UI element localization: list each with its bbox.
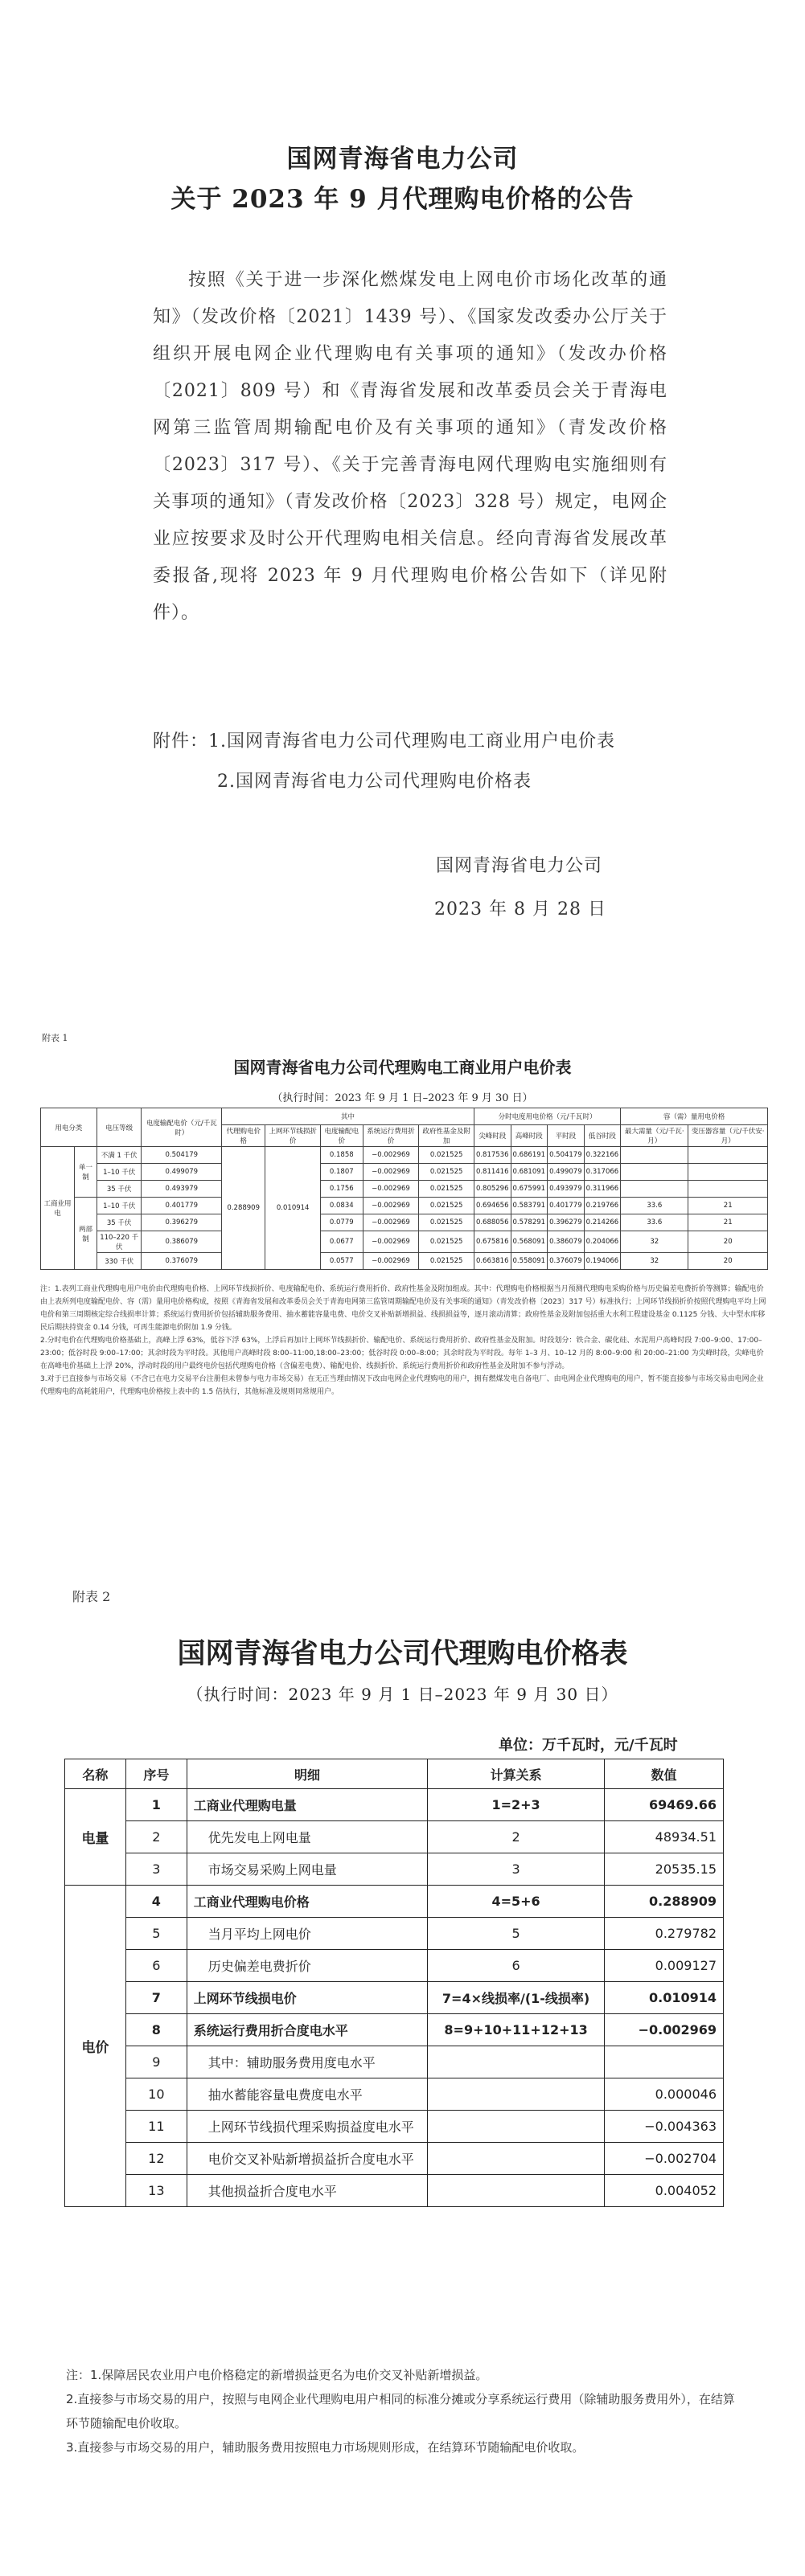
table-row: [41, 1214, 768, 1231]
seq-cell: 3: [125, 1853, 187, 1886]
peak-cell: 0.817536: [474, 1147, 511, 1164]
flat-cell: 0.493979: [548, 1181, 585, 1198]
annex2-note: 2.直接参与市场交易的用户，按照与电网企业代理购电用户相同的标准分摊或分享系统运行费用（除辅助服务费用外），在结算环节随输配电价收取。: [66, 2392, 735, 2431]
header-of: 其中: [222, 1108, 474, 1125]
value-cell: 0.279782: [605, 1918, 724, 1950]
calc-cell: 5: [428, 1918, 605, 1950]
high-cell: 0.558091: [511, 1253, 548, 1270]
value-cell: 0.004052: [605, 2175, 724, 2207]
annex1-period: （执行时间：2023 年 9 月 1 日–2023 年 9 月 30 日）: [272, 1092, 533, 1104]
table-row: [65, 1853, 724, 1886]
sys-cell: −0.002969: [363, 1214, 419, 1231]
low-cell: 0.204066: [584, 1231, 621, 1253]
agent-price-cell: 0.288909: [222, 1147, 265, 1270]
category-cell: 工商业用电: [41, 1147, 75, 1270]
annex2-period: （执行时间：2023 年 9 月 1 日–2023 年 9 月 30 日）: [187, 1685, 618, 1704]
attachment-2: 2.国网青海省电力公司代理购电价格表: [217, 772, 532, 792]
total-cell: 0.499079: [142, 1164, 222, 1181]
seq-cell: 10: [125, 2078, 187, 2111]
voltage-cell: 不满 1 千伏: [97, 1147, 142, 1164]
table-row: [65, 1950, 724, 1982]
value-cell: 0.000046: [605, 2078, 724, 2111]
fund-cell: 0.021525: [419, 1147, 474, 1164]
header-max-demand: 最大需量（元/千瓦·月）: [621, 1125, 688, 1147]
header-low: 低谷时段: [584, 1125, 621, 1147]
header-high: 高峰时段: [511, 1125, 548, 1147]
header-category: 用电分类: [41, 1108, 97, 1147]
header-voltage: 电压等级: [97, 1108, 142, 1147]
calc-cell: [428, 2111, 605, 2143]
low-cell: 0.311966: [584, 1181, 621, 1198]
single-system-cell: 单一制: [75, 1147, 97, 1198]
category-price: 电价: [65, 1886, 126, 2207]
table-row: [65, 2014, 724, 2046]
fund-cell: 0.021525: [419, 1253, 474, 1270]
notice-body: 按照《关于进一步深化燃煤发电上网电价市场化改革的通知》（发改价格〔2021〕1439 号）、《国家发改委办公厅关于组织开展电网企业代理购电有关事项的通知》（发改办价格〔2021〕809 号）和《青海省发展和改革委员会关于青海电网第三监管周期输配电价及有关事项的通知》（青发改价格〔2023〕317 号）、《关于完善青海电网代理购电实施细则有关事项的通知》（青发改价格〔2023〕328 号）规定，电网企业应按要求及时公开代理购电相关信息。经向青海省发展改革委报备,现将 2023 年 9 月代理购电价格公告如下（详见附件）。: [153, 270, 667, 623]
cap-cell: 21: [688, 1198, 768, 1214]
table-row: [41, 1181, 768, 1198]
seq-cell: 7: [125, 1982, 187, 2014]
trans-cell: 0.1756: [320, 1181, 363, 1198]
voltage-cell: 110–220 千伏: [97, 1231, 142, 1253]
header-seq: 序号: [125, 1759, 187, 1789]
annex1-note: 3.对于已直接参与市场交易（不含已在电力交易平台注册但未曾参与电力市场交易）在无正当理由情况下改由电网企业代理购电的用户，拥有燃煤发电自备电厂、由电网企业代理购电的用户，暂不能直接参与市场交易由电网企业代理购电的高耗能用户，代理购电价格按上表中的 1.5 倍执行，其他标准及规则同常规用户。: [40, 1375, 764, 1396]
category-power: 电量: [65, 1789, 126, 1886]
voltage-cell: 330 千伏: [97, 1253, 142, 1270]
sys-cell: −0.002969: [363, 1231, 419, 1253]
value-cell: [605, 2046, 724, 2078]
flat-cell: 0.499079: [548, 1164, 585, 1181]
sys-cell: −0.002969: [363, 1164, 419, 1181]
flat-cell: 0.376079: [548, 1253, 585, 1270]
seq-cell: 4: [125, 1886, 187, 1918]
trans-cell: 0.0779: [320, 1214, 363, 1231]
flat-cell: 0.401779: [548, 1198, 585, 1214]
seq-cell: 9: [125, 2046, 187, 2078]
voltage-cell: 1–10 千伏: [97, 1198, 142, 1214]
header-agent-price: 代理购电价格: [222, 1125, 265, 1147]
fund-cell: 0.021525: [419, 1164, 474, 1181]
table-row: [41, 1231, 768, 1253]
attachment-1: 附件：1.国网青海省电力公司代理购电工商业用户电价表: [153, 731, 615, 752]
sys-cell: −0.002969: [363, 1147, 419, 1164]
value-cell: 0.009127: [605, 1950, 724, 1982]
peak-cell: 0.694656: [474, 1198, 511, 1214]
annex1-note: 注：1.表列工商业代理购电用户电价由代理购电价格、上网环节线损折价、电度输配电价、系统运行费用折价、政府性基金及附加组成。其中：代理购电价格根据当月预测代理购电采购价格与历史偏差电费折价等测算；输配电价由上表所列电度输配电价、容（需）量用电价格构成，按照《青海省发展和改革委员会关于青海电网第三监管周期输配电价及有关事项的通知》（青发改价格〔2023〕317 号）标准执行；上网环节线损折价按照代理购电平均上网电价和第三周期核定综合线损率计算；系统运行费用折价包括辅助服务费用、抽水蓄能容量电费、电价交叉补贴新增损益、线损损益等，逐月滚动清算；政府性基金及附加包括重大水利工程建设基金 0.1125 分钱、大中型水库移民后期扶持资金 0.14 分钱，可再生能源电价附加 1.9 分钱。: [40, 1285, 766, 1332]
demand-cell: 32: [621, 1231, 688, 1253]
table-row: [41, 1253, 768, 1270]
value-cell: −0.004363: [605, 2111, 724, 2143]
detail-cell: 上网环节线损电价: [187, 1982, 427, 2014]
annex1-table: [40, 1108, 768, 1270]
signature-date: 2023 年 8 月 28 日: [434, 899, 606, 919]
high-cell: 0.686191: [511, 1147, 548, 1164]
table-row: [41, 1164, 768, 1181]
notice-main-title: 关于 2023 年 9 月代理购电价格的公告: [170, 185, 635, 214]
table-row: [65, 2111, 724, 2143]
header-peak: 尖峰时段: [474, 1125, 511, 1147]
seq-cell: 13: [125, 2175, 187, 2207]
high-cell: 0.681091: [511, 1164, 548, 1181]
flat-cell: 0.504179: [548, 1147, 585, 1164]
fund-cell: 0.021525: [419, 1181, 474, 1198]
annex2-note: 注：1.保障居民农业用户电价格稳定的新增损益更名为电价交叉补贴新增损益。: [66, 2368, 488, 2382]
total-cell: 0.396279: [142, 1214, 222, 1231]
total-cell: 0.504179: [142, 1147, 222, 1164]
notice-org-title: 国网青海省电力公司: [286, 145, 519, 174]
calc-cell: 4=5+6: [428, 1886, 605, 1918]
calc-cell: [428, 2175, 605, 2207]
calc-cell: 6: [428, 1950, 605, 1982]
table-row: [65, 2143, 724, 2175]
annex2-note: 3.直接参与市场交易的用户，辅助服务费用按照电力市场规则形成，在结算环节随输配电价收取。: [66, 2440, 585, 2455]
table-row: [65, 1918, 724, 1950]
seq-cell: 5: [125, 1918, 187, 1950]
low-cell: 0.194066: [584, 1253, 621, 1270]
detail-cell: 上网环节线损代理采购损益度电水平: [187, 2111, 427, 2143]
trans-cell: 0.1807: [320, 1164, 363, 1181]
header-calc: 计算关系: [428, 1759, 605, 1789]
header-sys-fee: 系统运行费用折价: [363, 1125, 419, 1147]
total-cell: 0.401779: [142, 1198, 222, 1214]
header-tou: 分时电度用电价格（元/千瓦时）: [474, 1108, 620, 1125]
table-row: [41, 1198, 768, 1214]
value-cell: 48934.51: [605, 1821, 724, 1853]
low-cell: 0.317066: [584, 1164, 621, 1181]
high-cell: 0.675991: [511, 1181, 548, 1198]
peak-cell: 0.663816: [474, 1253, 511, 1270]
calc-cell: 8=9+10+11+12+13: [428, 2014, 605, 2046]
header-total-price: 电度输配电价（元/千瓦时）: [142, 1108, 222, 1147]
trans-cell: 0.0577: [320, 1253, 363, 1270]
calc-cell: [428, 2046, 605, 2078]
cap-cell: 21: [688, 1214, 768, 1231]
trans-cell: 0.0677: [320, 1231, 363, 1253]
value-cell: 20535.15: [605, 1853, 724, 1886]
low-cell: 0.214266: [584, 1214, 621, 1231]
trans-cell: 0.0834: [320, 1198, 363, 1214]
fund-cell: 0.021525: [419, 1198, 474, 1214]
table-row: [65, 2046, 724, 2078]
header-value: 数值: [605, 1759, 724, 1789]
peak-cell: 0.675816: [474, 1231, 511, 1253]
header-transformer: 变压器容量（元/千伏安·月）: [688, 1125, 768, 1147]
table-row: [65, 1789, 724, 1821]
detail-cell: 电价交叉补贴新增损益折合度电水平: [187, 2143, 427, 2175]
trans-cell: 0.1858: [320, 1147, 363, 1164]
detail-cell: 工商业代理购电价格: [187, 1886, 427, 1918]
value-cell: −0.002704: [605, 2143, 724, 2175]
peak-cell: 0.805296: [474, 1181, 511, 1198]
table-row: [65, 1821, 724, 1853]
header-flat: 平时段: [548, 1125, 585, 1147]
annex2-notes: [66, 2363, 741, 2459]
signature-org: 国网青海省电力公司: [436, 856, 603, 876]
detail-cell: 历史偏差电费折价: [187, 1950, 427, 1982]
seq-cell: 8: [125, 2014, 187, 2046]
detail-cell: 其中：辅助服务费用度电水平: [187, 2046, 427, 2078]
voltage-cell: 35 千伏: [97, 1181, 142, 1198]
cap-cell: 20: [688, 1231, 768, 1253]
flat-cell: 0.396279: [548, 1214, 585, 1231]
seq-cell: 2: [125, 1821, 187, 1853]
cap-cell: [688, 1181, 768, 1198]
table-row: [65, 1982, 724, 2014]
value-cell: 0.288909: [605, 1886, 724, 1918]
cap-cell: [688, 1164, 768, 1181]
demand-cell: 32: [621, 1253, 688, 1270]
header-loss-price: 上网环节线损折价: [265, 1125, 321, 1147]
sys-cell: −0.002969: [363, 1181, 419, 1198]
calc-cell: 1=2+3: [428, 1789, 605, 1821]
seq-cell: 11: [125, 2111, 187, 2143]
demand-cell: 33.6: [621, 1198, 688, 1214]
annex2-unit: 单位：万千瓦时，元/千瓦时: [499, 1737, 678, 1754]
total-cell: 0.386079: [142, 1231, 222, 1253]
calc-cell: [428, 2143, 605, 2175]
calc-cell: [428, 2078, 605, 2111]
low-cell: 0.322166: [584, 1147, 621, 1164]
voltage-cell: 1–10 千伏: [97, 1164, 142, 1181]
total-cell: 0.376079: [142, 1253, 222, 1270]
loss-price-cell: 0.010914: [265, 1147, 321, 1270]
fund-cell: 0.021525: [419, 1231, 474, 1253]
header-gov-fund: 政府性基金及附加: [419, 1125, 474, 1147]
detail-cell: 优先发电上网电量: [187, 1821, 427, 1853]
detail-cell: 当月平均上网电价: [187, 1918, 427, 1950]
seq-cell: 1: [125, 1789, 187, 1821]
detail-cell: 抽水蓄能容量电费度电水平: [187, 2078, 427, 2111]
calc-cell: 3: [428, 1853, 605, 1886]
fund-cell: 0.021525: [419, 1214, 474, 1231]
high-cell: 0.568091: [511, 1231, 548, 1253]
detail-cell: 系统运行费用折合度电水平: [187, 2014, 427, 2046]
cap-cell: [688, 1147, 768, 1164]
two-part-cell: 两部制: [75, 1198, 97, 1270]
voltage-cell: 35 千伏: [97, 1214, 142, 1231]
seq-cell: 12: [125, 2143, 187, 2175]
annex1-label: 附表 1: [42, 1033, 68, 1043]
peak-cell: 0.811416: [474, 1164, 511, 1181]
demand-cell: [621, 1181, 688, 1198]
high-cell: 0.578291: [511, 1214, 548, 1231]
header-name: 名称: [65, 1759, 126, 1789]
header-trans-price: 电度输配电价: [320, 1125, 363, 1147]
peak-cell: 0.688056: [474, 1214, 511, 1231]
value-cell: 69469.66: [605, 1789, 724, 1821]
annex2-title: 国网青海省电力公司代理购电价格表: [177, 1637, 628, 1670]
flat-cell: 0.386079: [548, 1231, 585, 1253]
low-cell: 0.219766: [584, 1198, 621, 1214]
total-cell: 0.493979: [142, 1181, 222, 1198]
table-row: [65, 2175, 724, 2207]
table-row: [41, 1147, 768, 1164]
detail-cell: 其他损益折合度电水平: [187, 2175, 427, 2207]
seq-cell: 6: [125, 1950, 187, 1982]
value-cell: 0.010914: [605, 1982, 724, 2014]
demand-cell: [621, 1147, 688, 1164]
annex1-note: 2.分时电价在代理购电价格基础上，高峰上浮 63%，低谷下浮 63%，上浮后再加计上网环节线损折价、输配电价、系统运行费用折价、政府性基金及附加。时段划分：铁合金、碳化硅、水泥用户高峰时段 7:00–9:00、17:00–23:00；低谷时段 9:00–17:00；其余时段为平时段。其他用户高峰时段 8:00–11:00,18:00–23:00；低谷时段 0:00–8:00；其余时段为平时段。每年 1–3 月、10–12 月的 8:00–9:00 和 20:00–21:00 为尖峰时段，尖峰电价在高峰电价基础上上浮 20%，浮动时段的用户最终电价包括代理购电价格（含偏差电费）、输配电价、线损折价、系统运行费用折价和政府性基金及附加不参与浮动。: [40, 1337, 764, 1370]
high-cell: 0.583791: [511, 1198, 548, 1214]
detail-cell: 工商业代理购电量: [187, 1789, 427, 1821]
header-detail: 明细: [187, 1759, 427, 1789]
annex1-title: 国网青海省电力公司代理购电工商业用户电价表: [233, 1058, 572, 1077]
calc-cell: 2: [428, 1821, 605, 1853]
demand-cell: [621, 1164, 688, 1181]
header-capacity: 容（需）量用电价格: [621, 1108, 768, 1125]
table-row: [65, 2078, 724, 2111]
value-cell: −0.002969: [605, 2014, 724, 2046]
detail-cell: 市场交易采购上网电量: [187, 1853, 427, 1886]
demand-cell: 33.6: [621, 1214, 688, 1231]
calc-cell: 7=4×线损率/(1-线损率): [428, 1982, 605, 2014]
annex2-table: [64, 1759, 724, 2207]
sys-cell: −0.002969: [363, 1198, 419, 1214]
cap-cell: 20: [688, 1253, 768, 1270]
annex2-label: 附表 2: [72, 1589, 111, 1604]
table-row: [65, 1886, 724, 1918]
annex1-notes: [40, 1283, 768, 1399]
sys-cell: −0.002969: [363, 1253, 419, 1270]
